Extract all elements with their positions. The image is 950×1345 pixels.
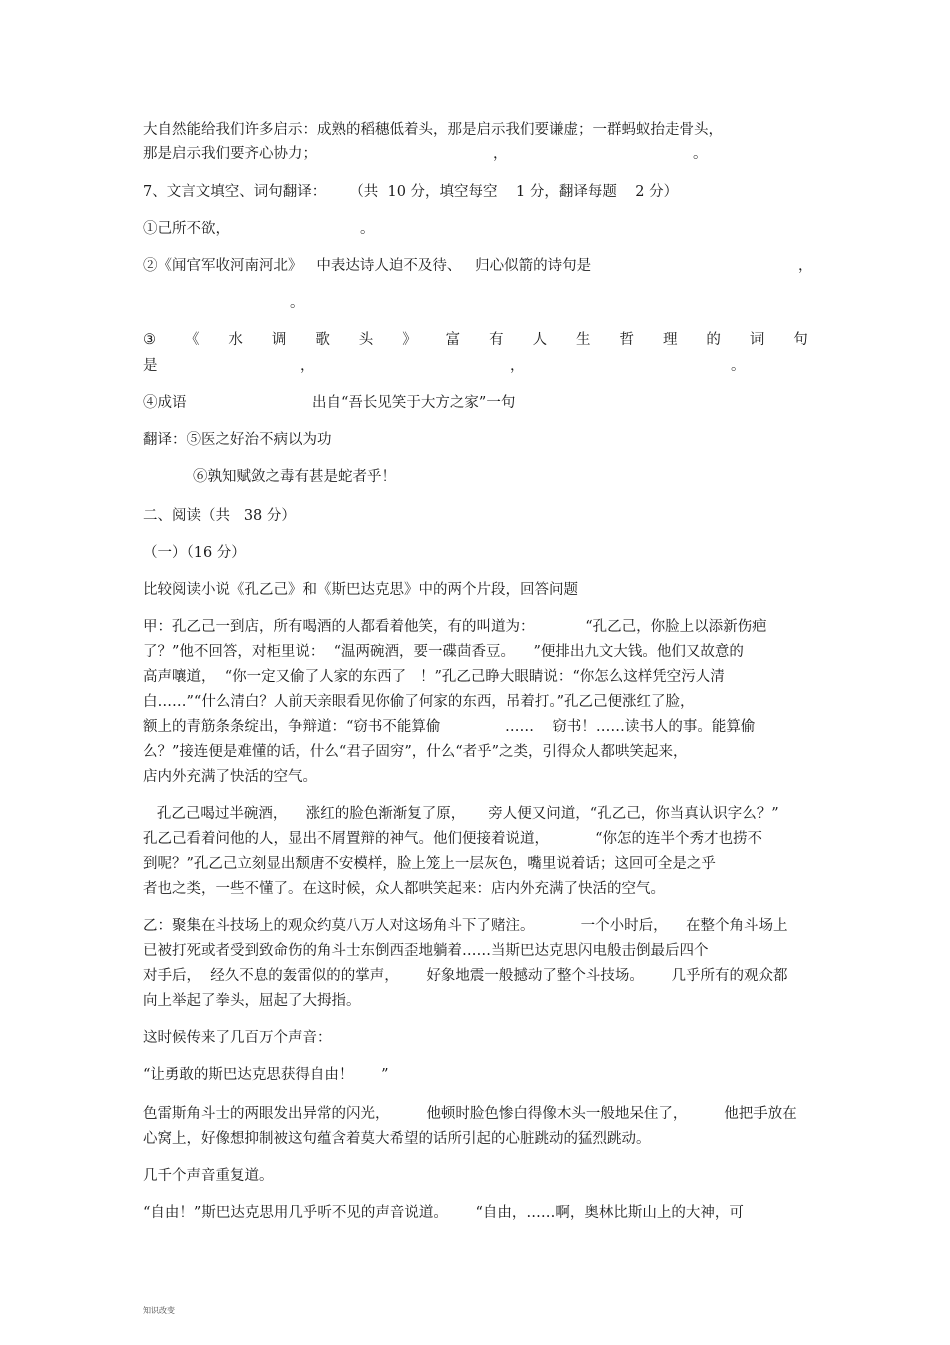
- q7-item-3-char: 生: [576, 332, 591, 348]
- q7-item-3-line: [143, 330, 808, 350]
- intro-line-2: 那是启示我们要齐心协力；: [143, 146, 317, 162]
- passage-a-line: 了？”他不回答，对柜里说： “温两碗酒，要一碟茴香豆。 ”便排出九文大钱。他们又故意的: [143, 644, 744, 660]
- passage-a-line: 孔乙己喝过半碗酒， 涨红的脸色渐渐复了原， 旁人便又问道，“孔乙己，你当真认识字么？”: [143, 806, 779, 822]
- passage-a-line: 到呢？”孔乙己立刻显出颓唐不安模样，脸上笼上一层灰色，嘴里说着话；这回可全是之乎: [143, 856, 716, 872]
- passage-a-line: 孔乙己看着问他的人，显出不屑置辩的神气。他们便接着说道， “你怎的连半个秀才也捞不: [143, 831, 763, 847]
- q7-item-1: ①己所不欲，: [143, 221, 230, 237]
- q7-item-3-line-2: 是: [143, 358, 158, 374]
- q7-item-2-end: 。: [290, 295, 305, 311]
- q7-item-3-char: 的: [706, 332, 721, 348]
- q7-item-2: ②《闻官军收河南河北》 中表达诗人迫不及待、 归心似箭的诗句是: [143, 258, 592, 274]
- passage-b-line: 色雷斯角斗士的两眼发出异常的闪光， 他顿时脸色惨白得像木头一般地呆住了， 他把手放在: [143, 1106, 797, 1122]
- q7-item-1-end: 。: [360, 221, 375, 237]
- q7-item-3-char: 》: [402, 332, 417, 348]
- passage-a-line: 白……”“什么清白？人前天亲眼看见你偷了何家的东西，吊着打。”孔乙己便涨红了脸，: [143, 694, 695, 710]
- q7-item-4-suffix: 出自“吾长见笑于大方之家”一句: [312, 395, 516, 411]
- passage-b-quote: “让勇敢的斯巴达克思获得自由！ ”: [143, 1067, 389, 1083]
- passage-b-line: 已被打死或者受到致命伤的角斗士东倒西歪地躺着……当斯巴达克思闪电般击倒最后四个: [143, 943, 709, 959]
- passage-b-line: 乙：聚集在斗技场上的观众约莫八万人对这场角斗下了赌注。 一个小时后， 在整个角斗场上: [143, 918, 788, 934]
- passage-a-line: 额上的青筋条条绽出，争辩道：“窃书不能算偷 …… 窃书！……读书人的事。能算偷: [143, 719, 756, 735]
- q7-item-2-comma: ，: [798, 258, 813, 274]
- q7-item-3-char: 调: [271, 332, 287, 348]
- passage-b-line: 心窝上，好像想抑制被这句蕴含着莫大希望的话所引起的心脏跳动的猛烈跳动。: [143, 1131, 651, 1147]
- passage-a-line: 店内外充满了快活的空气。: [143, 769, 317, 785]
- intro-line-1: 大自然能给我们许多启示：成熟的稻穗低着头，那是启示我们要谦虚；一群蚂蚁抬走骨头，: [143, 122, 723, 138]
- passage-a-line: 高声嚷道， “你一定又偷了人家的东西了 ！”孔乙己睁大眼睛说：“你怎么这样凭空污人清: [143, 669, 725, 685]
- q7-item-3-char: 有: [489, 332, 504, 348]
- q7-item-3-char: 头: [358, 332, 374, 348]
- section-2-instruction: 比较阅读小说《孔乙己》和《斯巴达克思》中的两个片段，回答问题: [143, 582, 578, 598]
- passage-a-line: 者也之类，一些不懂了。在这时候，众人都哄笑起来：店内外充满了快活的空气。: [143, 881, 665, 897]
- passage-a-line: 么？”接连便是难懂的话，什么“君子固穷”，什么“者乎”之类，引得众人都哄笑起来，: [143, 744, 688, 760]
- q7-item-3-char: 人: [532, 332, 548, 348]
- page-footer: 知识改变: [143, 1306, 175, 1315]
- section-2-part-1: （一）（16 分）: [143, 545, 246, 561]
- q7-heading: 7、文言文填空、词句翻译： （共 10 分，填空每空 1 分，翻译每题 2 分）: [143, 184, 679, 200]
- passage-b-line: 这时候传来了几百万个声音：: [143, 1030, 332, 1046]
- q7-item-3-end: 。: [731, 358, 746, 374]
- q7-translate-6: ⑥孰知赋敛之毒有甚是蛇者乎！: [193, 469, 396, 485]
- q7-item-3-comma-2: ，: [510, 358, 525, 374]
- q7-translate-5: 翻译：⑤医之好治不病以为功: [143, 432, 332, 448]
- q7-item-3-comma-1: ，: [300, 358, 315, 374]
- passage-b-line: “自由！”斯巴达克思用几乎听不见的声音说道。 “自由，……啊，奥林比斯山上的大神，可: [143, 1205, 744, 1221]
- q7-item-3-char: 句: [793, 332, 808, 348]
- intro-blank-period: 。: [693, 146, 708, 162]
- passage-b-line: 几千个声音重复道。: [143, 1168, 274, 1184]
- q7-item-3-char: 水: [228, 332, 243, 348]
- passage-b-line: 向上举起了拳头，屈起了大拇指。: [143, 993, 361, 1009]
- q7-item-3-char: 《: [184, 332, 200, 348]
- q7-item-3-char: 歌: [315, 332, 330, 348]
- q7-item-3-char: 富: [445, 332, 461, 348]
- passage-b-line: 对手后， 经久不息的轰雷似的的掌声， 好象地震一般撼动了整个斗技场。 几乎所有的观众都: [143, 968, 788, 984]
- q7-item-3-char: 理: [662, 332, 678, 348]
- q7-item-3-char: 词: [749, 332, 765, 348]
- q7-item-3-char: 哲: [619, 332, 634, 348]
- q7-item-4-prefix: ④成语: [143, 395, 187, 411]
- q7-item-3-char: ③: [143, 332, 156, 348]
- passage-a-line: 甲：孔乙己一到店，所有喝酒的人都看着他笑，有的叫道为： “孔乙己，你脸上以添新伤疤: [143, 619, 767, 635]
- section-2-heading: 二、阅读（共 38 分）: [143, 508, 296, 524]
- intro-blank-comma: ，: [493, 146, 508, 162]
